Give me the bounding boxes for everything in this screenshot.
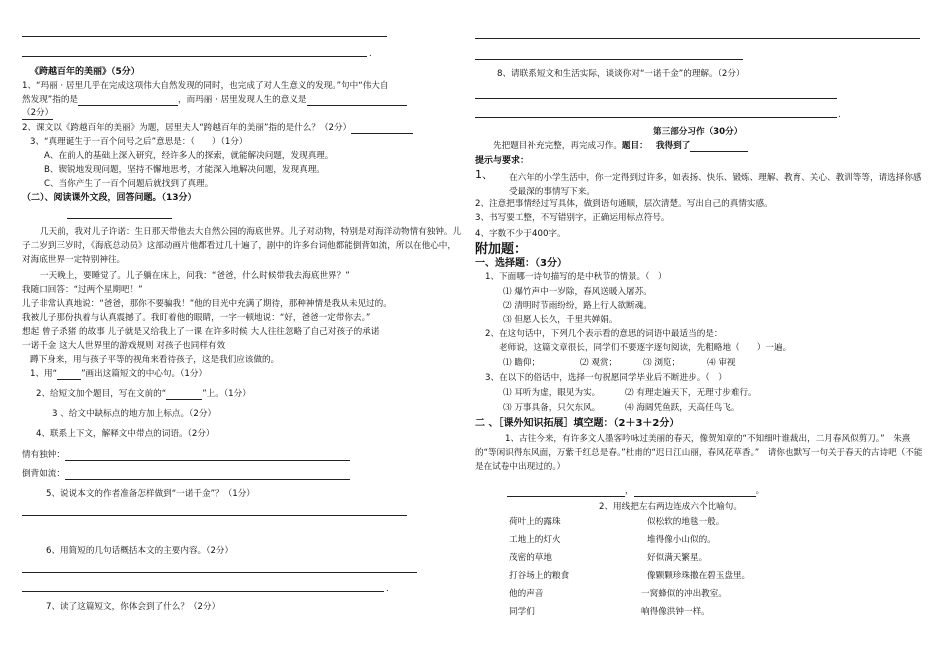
answer-line xyxy=(22,56,367,57)
q1-text-a: 然发现”指的是 xyxy=(22,95,79,105)
choice-q3: 3、在以下的俗话中，选择一句祝愿同学毕业后不断进步。（ ） xyxy=(485,373,727,383)
req-2: 2、注意把事情经过写具体，做到语句通顺，层次清楚。写出自己的真情实感。 xyxy=(475,199,773,209)
comma: ， xyxy=(625,486,634,496)
passage-para-4: 儿子非常认真地说：“爸爸，那你不要骗我！”他的目光中充满了期待，那种神情是我从未见过的。 xyxy=(22,299,392,309)
period: 。 xyxy=(755,486,765,496)
requirements-heading: 提示与要求： xyxy=(475,156,530,166)
essay-title-blank[interactable] xyxy=(690,151,748,152)
answer-line[interactable] xyxy=(22,515,407,516)
req-1: 在六年的小学生活中，你一定得到过许多，如表扬、快乐、锻炼、理解、教育、关心、教训等等，请选择你感受最深的事情写下来。 xyxy=(509,173,922,197)
rq2-pre: 2、给短文加个题目，写在文前的“ xyxy=(36,389,167,399)
reading-q1 xyxy=(30,369,207,380)
q1-points-text: （2分） xyxy=(22,108,54,118)
answer-line[interactable] xyxy=(22,572,417,573)
poem-blank-row xyxy=(507,486,764,497)
match-left-3[interactable]: 茂密的草地 xyxy=(509,553,552,563)
answer-line[interactable] xyxy=(22,591,384,592)
passage-para-6: 想起 曾子杀猪 的故事 儿子就是又给我上了一课 在许多时候 大人往往忽略了自己对孩子的承诺 xyxy=(22,327,380,337)
essay-title-text: 我得到了 xyxy=(655,141,691,151)
match-right-2[interactable]: 堆得像小山似的。 xyxy=(647,535,716,545)
answer-line[interactable] xyxy=(475,38,920,39)
choice-q2-opt1: ⑴ 瞻仰； xyxy=(503,358,541,368)
req-1-number: 1、 xyxy=(475,168,493,181)
reading-q3: 3 、给文中缺标点的地方加上标点。（2分） xyxy=(52,409,217,419)
reading-q8: 8、请联系短文和生活实际，谈谈你对“一诺千金”的理解。（2分） xyxy=(497,69,745,79)
end-dot: . xyxy=(386,584,389,594)
section-title: 《跨越百年的美丽》（5分） xyxy=(30,67,140,77)
question-1-line2 xyxy=(22,95,407,106)
term-2-label: 倒背如流： xyxy=(22,469,65,479)
question-3: 3、“真理诞生于一百个问号之后”意思是：（ ）（1分） xyxy=(30,137,248,147)
match-left-5[interactable]: 他的声音 xyxy=(509,589,544,599)
rq1-pre: 1、用“ xyxy=(30,369,58,379)
option-c: C、当你产生了一百个问题后就找到了真理。 xyxy=(44,179,214,189)
q1-points xyxy=(22,108,53,120)
match-right-4[interactable]: 像颗颗珍珠撒在碧玉盘里。 xyxy=(647,571,751,581)
option-b: B、锲锐地发现问题，坚持不懈地思考，才能深入地解决问题，发现真理。 xyxy=(44,165,325,175)
term-1-label: 情有独钟： xyxy=(22,450,65,460)
passage-para-8: 蹲下身来，用与孩子平等的视角来看待孩子，这是我们应该做的。 xyxy=(30,355,280,365)
passage-para-5: 我被儿子那份执着与认真震撼了。我盯着他的眼睛，一字一顿地说：“好，爸爸一定带你去。” xyxy=(22,313,371,323)
question-2 xyxy=(22,123,413,134)
part-3-title: 第三部分习作（30分） xyxy=(653,127,743,137)
title-blank[interactable] xyxy=(67,218,172,219)
choice-q1: 1、下面哪一诗句描写的是中秋节的情景。（ ） xyxy=(485,272,667,282)
rq2-post: ”上。（1分） xyxy=(202,389,251,399)
end-dot: . xyxy=(369,49,372,59)
fill-q1: 1、古往今来，有许多文人墨客吟咏过美丽的春天，像贺知章的“不知细叶谁裁出，二月春风似剪刀。” 朱熹的“等闲识得东风面，万紫千红总是春。”杜甫的“迟日江山丽，春风花草香。” 请你也默写一句关于春天的古诗吧（不能是在试卷中出现过的。） xyxy=(475,434,923,472)
essay-prompt xyxy=(493,141,748,152)
choice-q1-opt1: ⑴ 爆竹声中一岁除，春风送暖入屠苏。 xyxy=(503,287,652,297)
passage-para-1: 几天前，我对儿子许诺：生日那天带他去大自然公园的海底世界。儿子对动物，特别是对海洋动物情有独钟。儿子二岁到三岁时，《海底总动员》这部动画片他都看过几十遍了，剧中的许多台词他都能倒背如流，所以在他心中，对海底世界一定特别神往。 xyxy=(22,227,462,265)
choice-q2-opt2: ⑵ 观赏； xyxy=(580,358,618,368)
poem-blank-2[interactable] xyxy=(634,496,756,497)
answer-line[interactable] xyxy=(475,98,837,99)
q1-text-b: ，而玛丽 · 居里发现人生的意义是 xyxy=(178,95,307,105)
fill-q2: 2、用线把左右两边连成六个比喻句。 xyxy=(599,502,742,512)
passage-para-7: 一诺千金 这大人世界里的游戏规则 对孩子也同样有效 xyxy=(22,341,226,351)
match-left-6[interactable]: 同学们 xyxy=(509,607,535,617)
match-right-3[interactable]: 好似满天繁星。 xyxy=(647,553,708,563)
question-1-line1: 1、“玛丽 · 居里几乎在完成这项伟大自然发现的同时，也完成了对人生意义的发现。”句中“伟大自 xyxy=(22,81,389,91)
match-left-2[interactable]: 工地上的灯火 xyxy=(509,535,561,545)
match-right-5[interactable]: 一窝蜂似的冲出教室。 xyxy=(641,589,727,599)
req-3: 3、书写要工整，不写错别字，正确运用标点符号。 xyxy=(475,213,670,223)
poem-blank-1[interactable] xyxy=(507,496,625,497)
passage-para-2: 一天晚上，要睡觉了。儿子躺在床上，问我：“爸爸，什么时候带我去海底世界？” xyxy=(40,271,350,281)
choice-section-title: 一、选择题：（3分） xyxy=(475,258,567,269)
essay-title-label: 题目： xyxy=(621,141,648,151)
end-dot: . xyxy=(838,110,841,120)
extra-heading: 附加题： xyxy=(475,242,528,257)
section-2-title: （二）、阅读课外文段，回答问题。（13分） xyxy=(22,193,197,203)
blank-field[interactable] xyxy=(166,399,202,400)
choice-q3-opt3: ⑶ 万事具备，只欠东风。 xyxy=(503,403,601,413)
choice-q3-opt2: ⑵ 有理走遍天下，无理寸步难行。 xyxy=(625,388,757,398)
answer-line[interactable] xyxy=(475,117,837,118)
choice-q1-opt3: ⑶ 但愿人长久，千里共婵娟。 xyxy=(503,315,618,325)
choice-q2: 2、在这句话中，下列几个表示看的意思的词语中最适当的是： xyxy=(485,329,723,339)
answer-line[interactable] xyxy=(475,59,743,60)
fill-section-title: 二 、［课外知识拓展］填空题：（2＋3＋2分） xyxy=(475,418,680,429)
option-a: A、在前人的基础上深入研究，经许多人的探索，就能解决问题，发现真理。 xyxy=(44,151,334,161)
blank-field[interactable] xyxy=(78,105,178,106)
match-right-1[interactable]: 似松软的地毯一般。 xyxy=(647,517,725,527)
match-left-4[interactable]: 打谷场上的粮食 xyxy=(509,571,570,581)
term-2 xyxy=(22,469,350,480)
reading-q6: 6、用简短的几句话概括本文的主要内容。（2分） xyxy=(46,546,234,556)
choice-q3-opt4: ⑷ 海阔凭鱼跃，天高任鸟飞。 xyxy=(625,403,740,413)
reading-q2 xyxy=(36,389,251,400)
blank-field[interactable] xyxy=(57,379,81,380)
q2-text: 2、课文以《跨越百年的美丽》为题，居里夫人“跨越百年的美丽”指的是什么？（2分） xyxy=(22,123,352,133)
choice-q2-opt3: ⑶ 浏览； xyxy=(643,358,681,368)
blank-field[interactable] xyxy=(307,105,407,106)
passage-para-3: 我随口回答：“过两个星期吧！” xyxy=(22,285,143,295)
req-4: 4、字数不少于400字。 xyxy=(475,229,566,239)
reading-q4: 4、联系上下文，解释文中带点的词语。（2分） xyxy=(36,429,215,439)
answer-line xyxy=(22,36,387,37)
match-right-6[interactable]: 响得像洪钟一样。 xyxy=(641,607,710,617)
reading-q5: 5、说说本文的作者准备怎样做到“一诺千金”？（1分） xyxy=(46,489,255,499)
choice-q1-opt2: ⑵ 清明时节雨纷纷，路上行人欲断魂。 xyxy=(503,301,652,311)
choice-q2-sentence: 老师说，这篇文章很长，同学们不要逐字逐句阅读，先粗略地（ ）一遍。 xyxy=(499,343,792,353)
blank-field[interactable] xyxy=(65,460,350,461)
term-1 xyxy=(22,450,350,461)
rq1-post: ”画出这篇短文的中心句。（1分） xyxy=(81,369,208,379)
choice-q2-opt4: ⑷ 审视 xyxy=(707,358,736,368)
choice-q3-opt1: ⑴ 耳听为虚，眼见为实。 xyxy=(503,388,601,398)
match-left-1[interactable]: 荷叶上的露珠 xyxy=(509,517,561,527)
blank-field[interactable] xyxy=(65,479,350,480)
blank-field[interactable] xyxy=(351,133,413,134)
essay-prompt-text: 先把题目补充完整，再完成习作。 xyxy=(493,141,622,151)
reading-q7: 7、读了这篇短文，你体会到了什么？（2分） xyxy=(46,602,221,612)
